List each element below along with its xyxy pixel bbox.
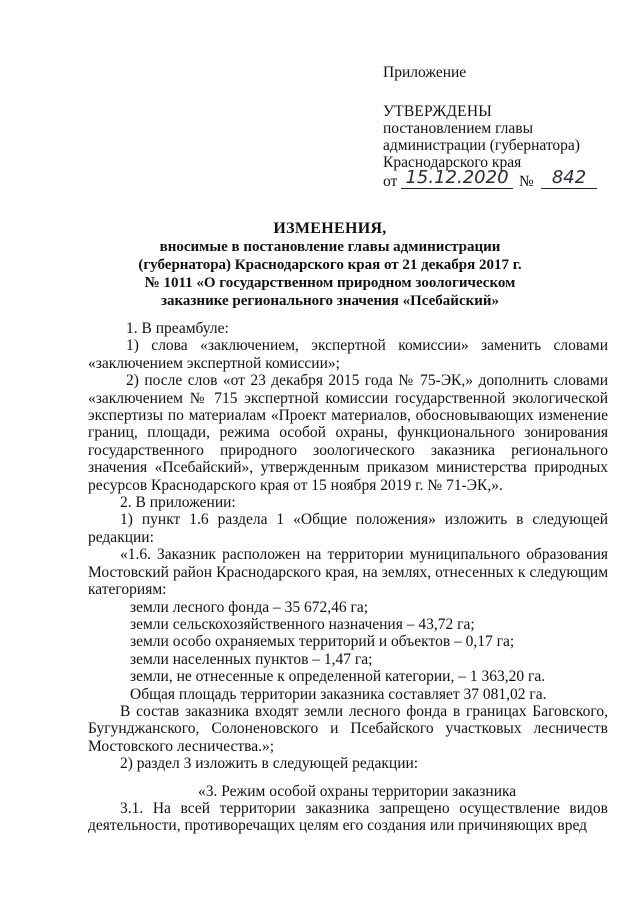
land-category-forest: земли лесного фонда – 35 672,46 га; <box>130 598 369 616</box>
approval-stamp <box>383 64 623 195</box>
land-category-uncategorized: земли, не отнесенные к определенной категории, – 1 363,20 га. <box>130 668 546 686</box>
approval-line-2: администрации (губернатора) <box>383 137 580 154</box>
approval-line-1: постановлением главы <box>383 120 533 137</box>
paragraph-annex: 2. В приложении: <box>120 494 236 512</box>
annex-label: Приложение <box>383 64 467 81</box>
spacer <box>88 773 608 783</box>
approved-label: УТВЕРЖДЕНЫ <box>383 103 492 120</box>
paragraph-item-1: 1) слова «заключением, экспертной комиссии» заменить словами «заключением экспертной комиссии»; <box>88 337 608 372</box>
land-category-settlements: земли населенных пунктов – 1,47 га; <box>130 650 373 668</box>
document-body <box>88 320 608 835</box>
approval-line-3: Краснодарского края <box>383 154 522 171</box>
paragraph-point-1-6: 1) пункт 1.6 раздела 1 «Общие положения» изложить в следующей редакции: <box>88 511 608 546</box>
title-line-1: вносимые в постановление главы администрации <box>159 239 501 255</box>
paragraph-item-2: 2) после слов «от 23 декабря 2015 года № 75-ЭК,» дополнить словами «заключением № 715 экспертной комиссии государственной экологической экспертизы по материалам «Проект материалов, обосновывающих изменение границ, площади, режима особой охраны, функционального зонирования государственного природного зоологического заказника регионального значения «Псебайский», утвержденным приказом министерства природных ресурсов Краснодарского края от 15 ноября 2019 г. № 71-ЭК,». <box>88 372 608 494</box>
paragraph-preamble: 1. В преамбуле: <box>126 320 229 337</box>
paragraph-3-1: 3.1. На всей территории заказника запрещено осуществление видов деятельности, противоречащих целям его создания или причиняющих вред <box>88 799 608 835</box>
approval-date-line <box>383 167 623 195</box>
title-line-3: № 1011 «О государственном природном зоологическом <box>144 275 516 291</box>
handwritten-date: 15.12.2020 <box>401 168 513 189</box>
title-line-2: (губернатора) Краснодарского края от 21 декабря 2017 г. <box>138 257 522 273</box>
paragraph-reserve-location: «1.6. Заказник расположен на территории муниципального образования Мостовский район Краснодарского края, на землях, отнесенных к следующим категориям: <box>88 546 608 599</box>
paragraph-forestries: В состав заказника входят земли лесного фонда в границах Баговского, Бугунджанского, Солоненовского и Псебайского участковых лесничеств Мостовского лесничества.»; <box>88 702 608 755</box>
land-category-agricultural: земли сельскохозяйственного назначения – 43,72 га; <box>130 615 475 633</box>
date-prefix: от <box>383 173 398 190</box>
land-category-protected: земли особо охраняемых территорий и объектов – 0,17 га; <box>130 633 515 651</box>
handwritten-number: 842 <box>541 168 597 189</box>
title-heading: ИЗМЕНЕНИЯ, <box>273 220 387 237</box>
section-3-heading: «3. Режим особой охраны территории заказника <box>198 782 517 800</box>
total-area: Общая площадь территории заказника составляет 37 081,02 га. <box>130 685 547 703</box>
number-prefix: № <box>519 173 534 190</box>
paragraph-section-3: 2) раздел 3 изложить в следующей редакции: <box>120 755 419 773</box>
document-title <box>120 220 540 310</box>
title-line-4: заказнике регионального значения «Псебайский» <box>160 293 500 309</box>
